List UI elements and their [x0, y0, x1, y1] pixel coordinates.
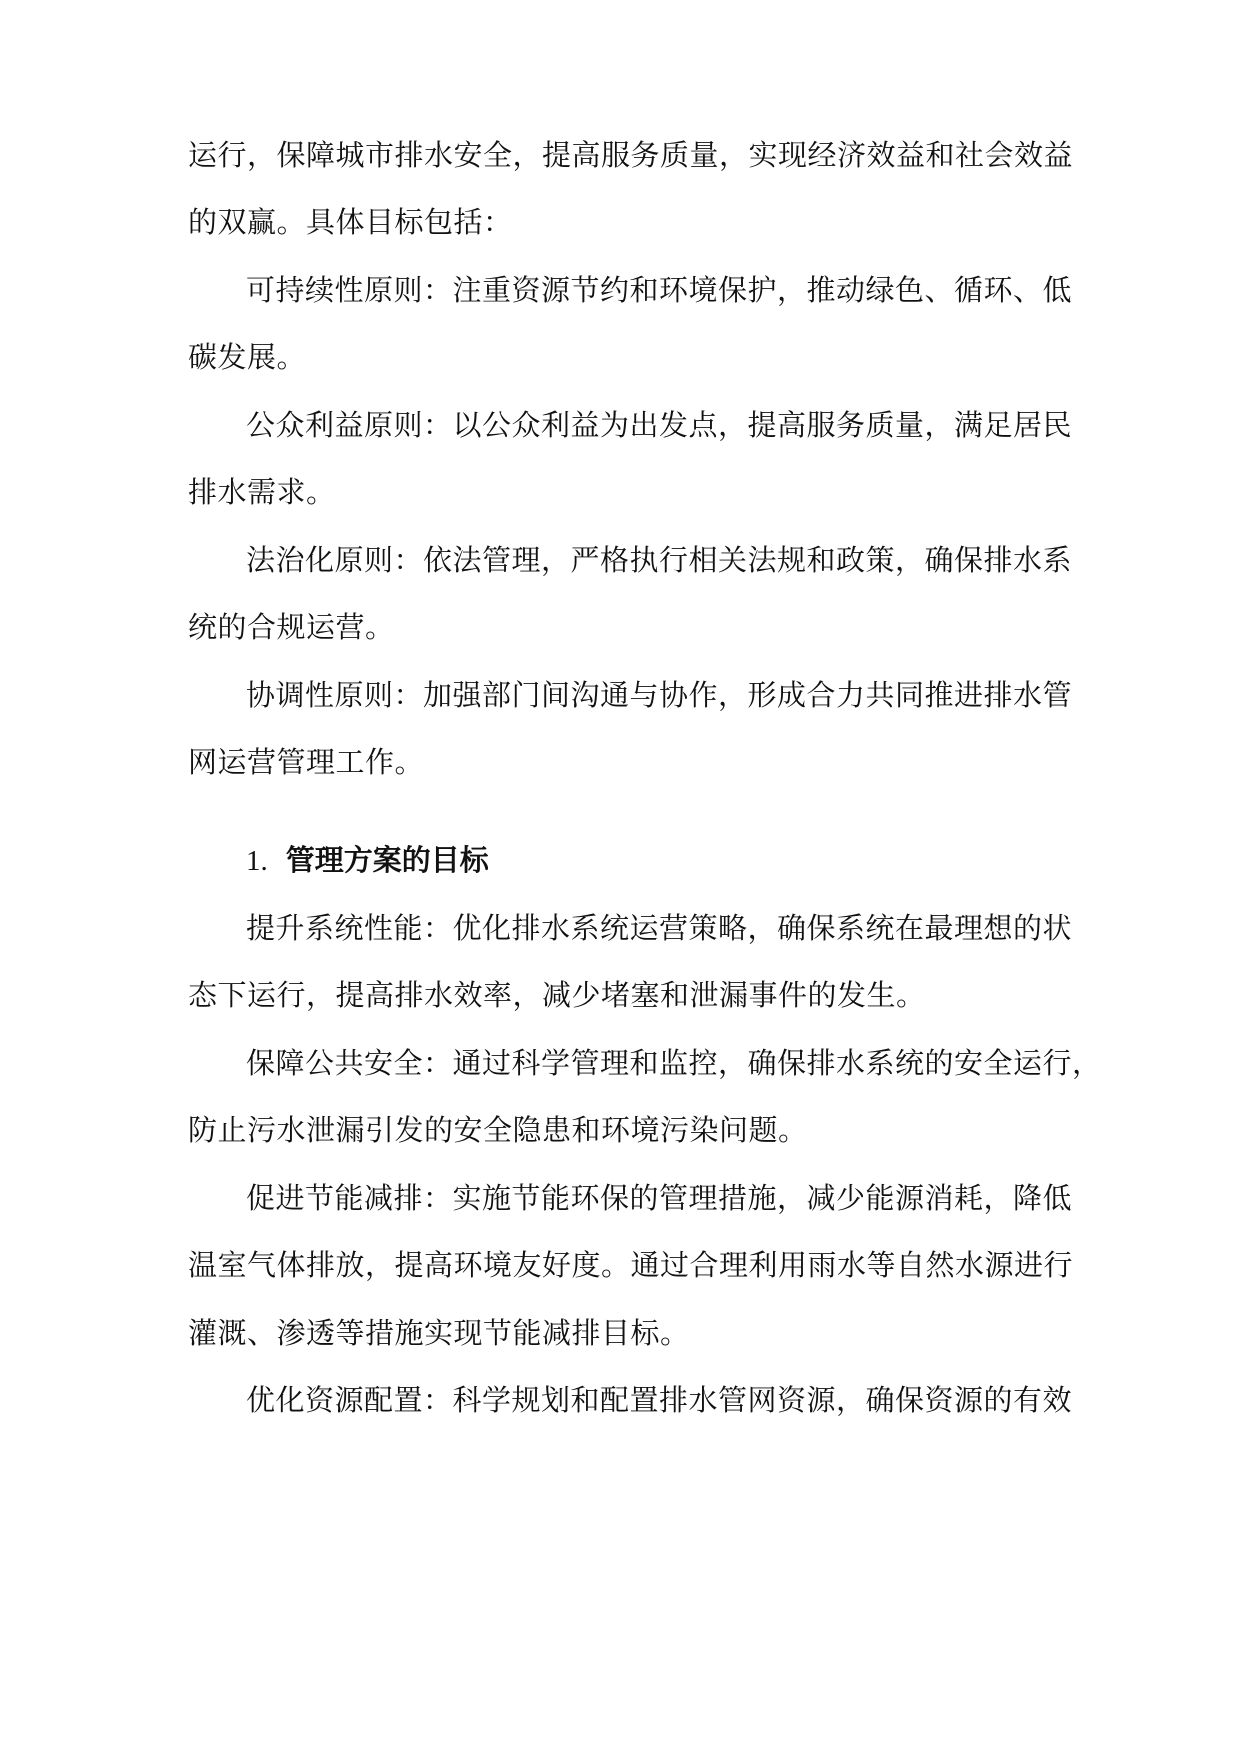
- text-line-2: 的双赢。具体目标包括：: [188, 205, 513, 239]
- text-line-1: 运行，保障城市排水安全，提高服务质量，实现经济效益和社会效益: [188, 138, 1074, 172]
- text-line-7: 法治化原则：依法管理，严格执行相关法规和政策，确保排水系: [246, 543, 1073, 577]
- text-line-12: 态下运行，提高排水效率，减少堵塞和泄漏事件的发生。: [188, 978, 926, 1012]
- text-line-18: 优化资源配置：科学规划和配置排水管网资源，确保资源的有效: [246, 1383, 1073, 1417]
- text-line-15: 促进节能减排：实施节能环保的管理措施，减少能源消耗，降低: [246, 1181, 1073, 1215]
- text-line-3: 可持续性原则：注重资源节约和环境保护，推动绿色、循环、低: [246, 273, 1073, 307]
- text-line-13: 保障公共安全：通过科学管理和监控，确保排水系统的安全运行，: [246, 1046, 1102, 1080]
- text-line-9: 协调性原则：加强部门间沟通与协作，形成合力共同推进排水管: [246, 678, 1073, 712]
- section-number: 1.: [246, 845, 268, 877]
- text-line-6: 排水需求。: [188, 475, 336, 509]
- text-line-14: 防止污水泄漏引发的安全隐患和环境污染问题。: [188, 1113, 808, 1147]
- text-line-8: 统的合规运营。: [188, 610, 395, 644]
- section-heading: [246, 840, 489, 881]
- text-line-16: 温室气体排放，提高环境友好度。通过合理利用雨水等自然水源进行: [188, 1248, 1074, 1282]
- section-title: 管理方案的目标: [285, 843, 489, 877]
- text-line-4: 碳发展。: [188, 340, 307, 374]
- text-line-11: 提升系统性能：优化排水系统运营策略，确保系统在最理想的状: [246, 911, 1073, 945]
- text-line-17: 灌溉、渗透等措施实现节能减排目标。: [188, 1316, 690, 1350]
- text-line-5: 公众利益原则：以公众利益为出发点，提高服务质量，满足居民: [246, 408, 1073, 442]
- text-line-10: 网运营管理工作。: [188, 745, 425, 779]
